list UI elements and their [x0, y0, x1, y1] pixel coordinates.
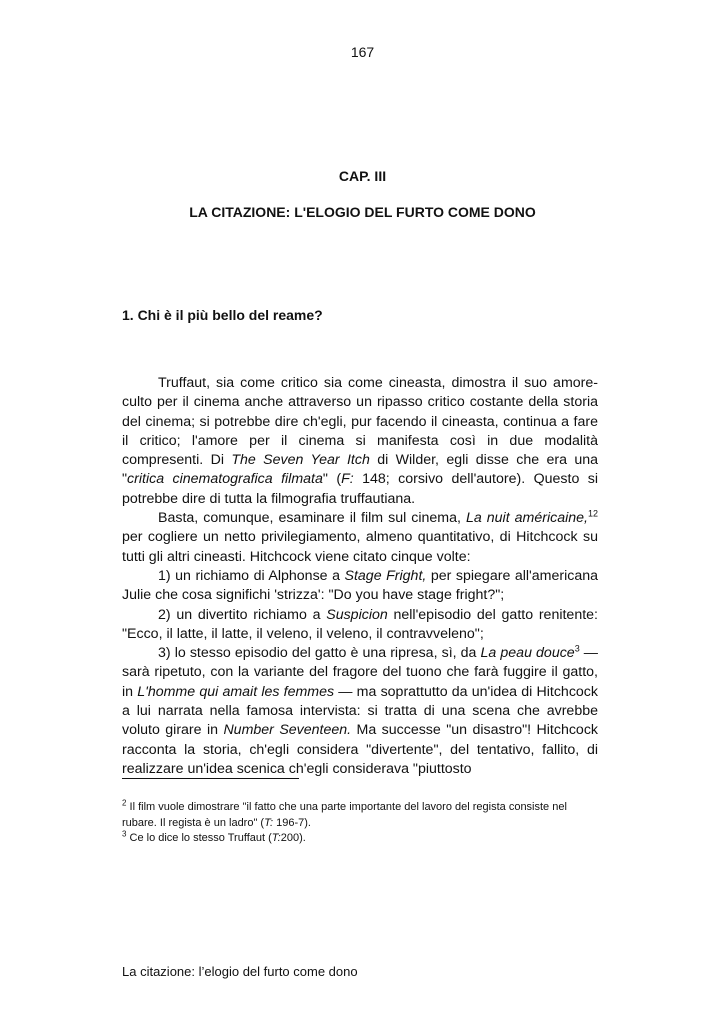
- footnote-separator: [122, 778, 299, 779]
- footnote-3: [122, 831, 602, 847]
- citation-abbrev: F:: [341, 471, 354, 488]
- text-run: " (: [322, 471, 342, 488]
- text-run: 196-7).: [273, 816, 311, 829]
- film-title: L'homme qui amait les femmes: [137, 683, 335, 700]
- text-run: Basta, comunque, esaminare il film sul cinema,: [158, 510, 466, 527]
- quoted-phrase: critica cinematografica filmata: [127, 471, 323, 488]
- text-run: Il film vuole dimostrare "il fatto che una parte importante del lavoro del regista consiste nel rubare. Il regista è un ladro" (: [122, 801, 567, 829]
- body-text: [122, 374, 598, 779]
- page-number: 167: [350, 44, 375, 60]
- running-footer: La citazione: l’elogio del furto come dono: [122, 964, 358, 979]
- text-run: 2) un divertito richiamo a: [158, 606, 327, 623]
- footnotes: [122, 800, 602, 847]
- text-run: di Wilder, egli disse che era una ": [122, 452, 599, 488]
- paragraph-1: [122, 374, 598, 509]
- film-title: La peau douce: [480, 645, 575, 662]
- text-run: — sarà ripetuto, con la variante del fragore del tuono che farà fuggire il gatto, in: [122, 645, 598, 700]
- text-run: Truffaut, sia come critico sia come cineasta, dimostra il suo amore-culto per il cinema anche attraverso un ripasso critico costante della storia del cinema; si potrebbe dire ch'egli, pur facendo il cineasta, continua a fare il critico; l'amore per il cinema si manifesta così in due modalità compresenti. Di: [122, 375, 598, 469]
- footnote-ref: 3: [574, 643, 580, 654]
- citation-abbrev: T:: [264, 816, 274, 829]
- footnote-ref: 12: [588, 508, 599, 519]
- footnote-number: 3: [122, 829, 127, 839]
- text-run: 3) lo stesso episodio del gatto è una ripresa, sì, da: [158, 645, 481, 662]
- text-run: per spiegare all'americana Julie che cosa significhi 'strizza': "Do you have stage fright?";: [122, 567, 599, 604]
- text-run: 200).: [280, 832, 306, 845]
- text-run: 148; corsivo dell'autore). Questo si potrebbe dire di tutta la filmografia truffautiana.: [122, 471, 599, 507]
- text-run: — ma soprattutto da un'idea di Hitchcock a lui narrata nella famosa intervista: si tratta di una scena che avrebbe voluto girare in: [122, 683, 598, 739]
- chapter-title: LA CITAZIONE: L'ELOGIO DEL FURTO COME DONO: [189, 204, 536, 220]
- citation-abbrev: T:: [271, 832, 281, 845]
- text-run: nell'episodio del gatto renitente: "Ecco, il latte, il latte, il veleno, il veleno, il contravveleno";: [122, 606, 598, 642]
- chapter-label: CAP. III: [338, 168, 387, 184]
- film-title: Number Seventeen.: [223, 722, 352, 739]
- paragraph-5: [122, 644, 598, 779]
- film-title: Suspicion: [326, 606, 388, 623]
- film-title: La nuit américaine,: [465, 510, 588, 527]
- footnote-2: [122, 800, 602, 831]
- film-title: Stage Fright,: [344, 567, 427, 584]
- footnote-number: 2: [122, 798, 127, 808]
- paragraph-3: [122, 567, 598, 606]
- paragraph-4: [122, 606, 598, 645]
- film-title: The Seven Year Itch: [231, 452, 370, 469]
- paragraph-2: [122, 509, 598, 567]
- text-run: Ma successe "un disastro"! Hitchcock racconta la storia, ch'egli considera "divertente", del tentativo, fallito, di realizzare un'idea scenica ch'egli considerava "piuttosto: [122, 722, 599, 777]
- section-heading: 1. Chi è il più bello del reame?: [122, 307, 323, 323]
- text-run: Ce lo dice lo stesso Truffaut (: [126, 832, 272, 845]
- text-run: 1) un richiamo di Alphonse a: [158, 567, 345, 584]
- text-run: per cogliere un netto privilegiamento, almeno quantitativo, di Hitchcock su tutti gli altri cineasti. Hitchcock viene citato cinque volte:: [122, 529, 598, 565]
